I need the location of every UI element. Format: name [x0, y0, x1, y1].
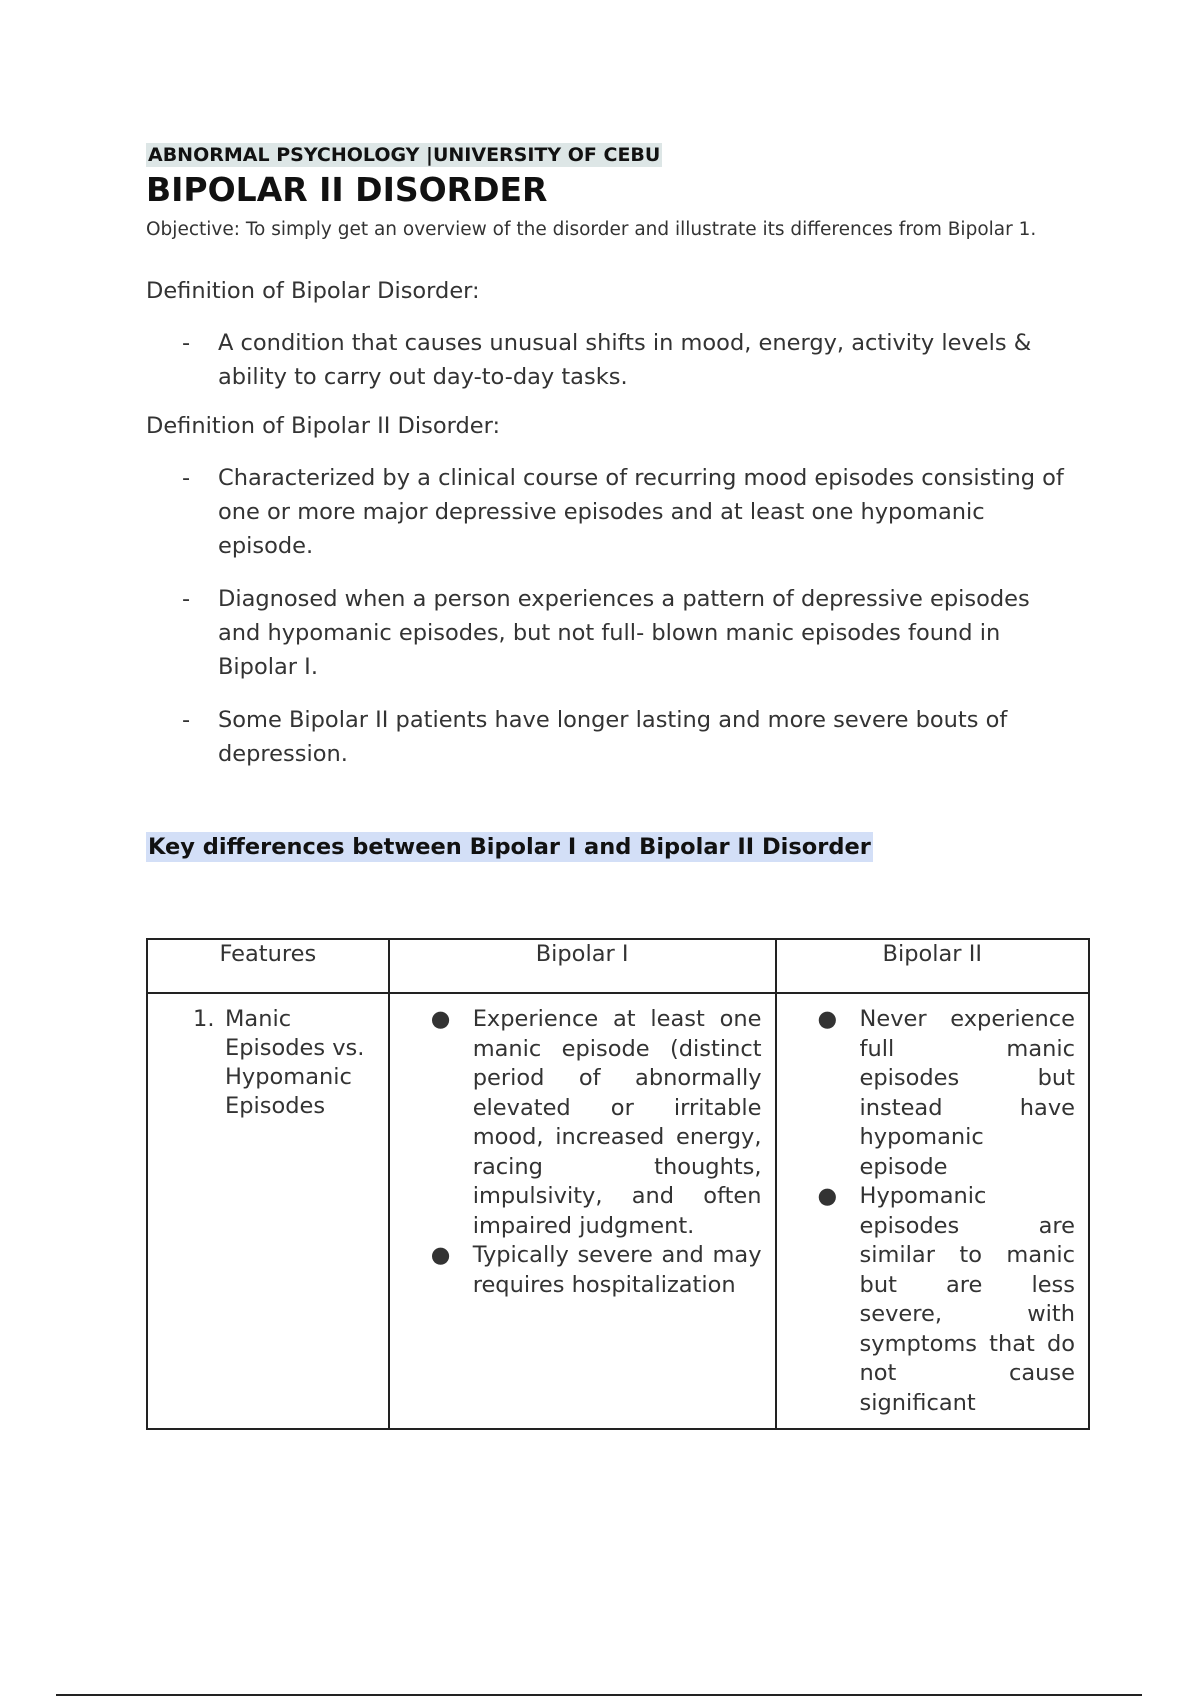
list-item-text: Typically severe and may requires hospitalization: [472, 1242, 762, 1298]
list-item-text: A condition that causes unusual shifts in mood, energy, activity levels & ability to carry out day-to-day tasks.: [218, 330, 1032, 390]
bullet-icon: ●: [430, 1006, 451, 1032]
bipolar-ii-cell: [776, 993, 1089, 1429]
feature-cell: [147, 993, 389, 1429]
dash-bullet-icon: -: [182, 707, 191, 733]
bipolar-i-cell: [389, 993, 776, 1429]
table-row: [147, 993, 1089, 1429]
list-item: [778, 1005, 1087, 1182]
list-item-text: Characterized by a clinical course of recurring mood episodes consisting of one or more major depressive episodes and at least one hypomanic episode.: [218, 465, 1064, 559]
list-item: [146, 582, 1078, 684]
key-differences-heading: Key differences between Bipolar I and Bipolar II Disorder: [148, 834, 871, 860]
header-bipolar-ii: Bipolar II: [776, 939, 1089, 993]
list-item: [778, 1182, 1087, 1418]
bipolar-i-list: [391, 1005, 774, 1300]
list-item-text: Never experience full manic episodes but instead have hypomanic episode: [859, 1006, 1075, 1180]
list-item: [391, 1241, 774, 1300]
definition-list-bipolar: [146, 326, 1096, 394]
list-item: [146, 703, 1078, 771]
list-item: [391, 1005, 774, 1241]
table-header-row: [147, 939, 1089, 993]
course-label: ABNORMAL PSYCHOLOGY |UNIVERSITY OF CEBU: [148, 144, 661, 166]
list-item-text: Hypomanic episodes are similar to manic but are less severe, with symptoms that do not cause significant: [859, 1183, 1075, 1416]
list-item: [146, 326, 1078, 394]
definition-label-bipolar: Definition of Bipolar Disorder:: [146, 278, 480, 304]
dash-bullet-icon: -: [182, 330, 191, 356]
feature-number: 1.: [193, 1006, 215, 1032]
list-item-text: Experience at least one manic episode (distinct period of abnormally elevated or irritable mood, increased energy, racing thoughts, impulsivity, and often impaired judgment.: [472, 1006, 762, 1239]
page-title: BIPOLAR II DISORDER: [146, 170, 548, 209]
objective-text: Objective: To simply get an overview of the disorder and illustrate its differences from Bipolar 1.: [146, 219, 1037, 240]
header-features: Features: [147, 939, 389, 993]
definition-list-bipolar-ii: [146, 461, 1096, 771]
bullet-icon: ●: [817, 1006, 838, 1032]
bullet-icon: ●: [430, 1242, 451, 1268]
bipolar-ii-list: [778, 1005, 1087, 1418]
dash-bullet-icon: -: [182, 586, 191, 612]
list-item: [146, 461, 1078, 563]
list-item-text: Diagnosed when a person experiences a pattern of depressive episodes and hypomanic episodes, but not full- blown manic episodes found in Bipolar I.: [218, 586, 1030, 680]
bullet-icon: ●: [817, 1183, 838, 1209]
feature-text: Manic Episodes vs. Hypomanic Episodes: [225, 1006, 365, 1119]
page-bottom-rule: [56, 1694, 1142, 1696]
definition-label-bipolar-ii: Definition of Bipolar II Disorder:: [146, 413, 501, 439]
dash-bullet-icon: -: [182, 465, 191, 491]
comparison-table: [146, 938, 1090, 1430]
header-bipolar-i: Bipolar I: [389, 939, 776, 993]
document-page: [146, 143, 1096, 862]
list-item-text: Some Bipolar II patients have longer lasting and more severe bouts of depression.: [218, 707, 1008, 767]
